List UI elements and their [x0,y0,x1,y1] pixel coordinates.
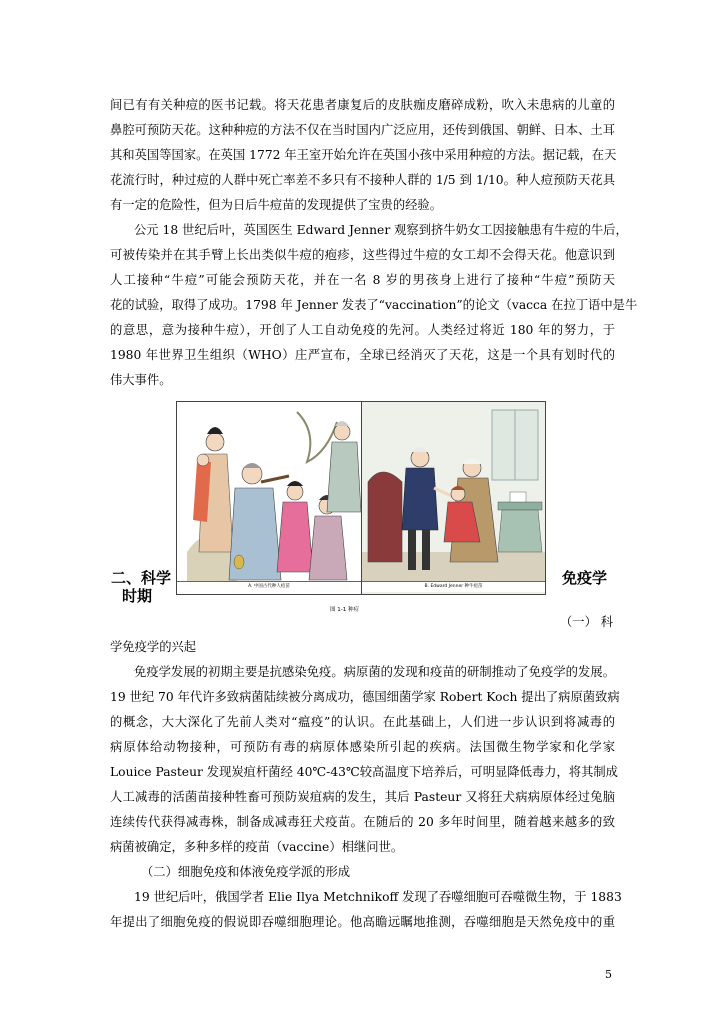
paragraph-2-line: 伟大事件。 [110,373,172,387]
paragraph-3-line: 人工减毒的活菌苗接种牲畜可预防炭疽病的发生，其后 Pasteur 又将狂犬病病原体经过兔脑 [110,790,615,804]
paragraph-3-line: 19 世纪 70 年代许多致病菌陆续被分离成功，德国细菌学家 Robert Koch 提出了病原菌致病 [110,690,620,704]
paragraph-4-line: 19 世纪后叶，俄国学者 Elie Ilya Metchnikoff 发现了吞噬细胞可吞噬微生物，于 1883 [134,890,622,904]
subsection-2-heading: （二）细胞免疫和体液免疫学派的形成 [141,865,351,879]
figure-panel-a-caption: A. 中国古代种人痘苗 [177,581,361,592]
paragraph-3-line: 的概念，大大深化了先前人类对“瘟疫”的认识。在此基础上，人们进一步认识到将减毒的 [110,715,615,729]
paragraph-1-line: 间已有有关种痘的医书记载。将天花患者康复后的皮肤痂皮磨碎成粉，吹入未患病的儿童的 [110,98,615,112]
section-2-heading-part3: 时期 [122,587,153,605]
section-2-heading-part1: 二、科学 [111,569,172,587]
subsection-1-heading-part2: 学免疫学的兴起 [110,640,197,654]
paragraph-2-line: 公元 18 世纪后叶，英国医生 Edward Jenner 观察到挤牛奶女工因接触患有牛痘的牛后， [134,223,628,237]
paragraph-2-line: 1980 年世界卫生组织（WHO）庄严宣布，全球已经消灭了天花，这是一个具有划时代的 [110,348,615,362]
paragraph-1-line: 花流行时，种过痘的人群中死亡率差不多只有不接种人群的 1/5 到 1/10。种人痘预防天花具 [110,173,615,187]
jenner-vaccination-illustration [362,402,545,594]
figure-caption: 图 1-1 种痘 [330,607,359,613]
paragraph-2-line: 的意思，意为接种牛痘），开创了人工自动免疫的先河。人类经过将近 180 年的努力，于 [110,323,615,337]
paragraph-4-line: 年提出了细胞免疫的假说即吞噬细胞理论。他高瞻远瞩地推测，吞噬细胞是天然免疫中的重 [110,915,615,929]
figure-panel-b-caption: B. Edward Jenner 种牛痘苗 [362,581,545,592]
paragraph-3-line: Louice Pasteur 发现炭疽杆菌经 40℃-43℃较高温度下培养后，可明显降低毒力，将其制成 [110,765,618,779]
ancient-variolation-illustration [177,402,361,594]
paragraph-2-line: 可被传染并在其手臂上长出类似牛痘的疱疹，这些得过牛痘的女工却不会得天花。他意识到 [110,248,615,262]
paragraph-2-line: 人工接种“牛痘”可能会预防天花，并在一名 8 岁的男孩身上进行了接种“牛痘”预防天 [110,273,615,287]
section-2-heading-part2: 免疫学 [562,569,608,587]
paragraph-3-line: 病原体给动物接种，可预防有毒的病原体感染所引起的疾病。法国微生物学家和化学家 [110,740,615,754]
paragraph-3-line: 病菌被确定，多种多样的疫苗（vaccine）相继问世。 [110,840,404,854]
figure-panel-b [362,402,545,594]
figure-panel-a [177,402,362,594]
paragraph-1-line: 其和英国等国家。在英国 1772 年王室开始允许在英国小孩中采用种痘的方法。据记载，在天 [110,148,617,162]
paragraph-3-line: 免疫学发展的初期主要是抗感染免疫。病原菌的发现和疫苗的研制推动了免疫学的发展。 [134,665,615,679]
paragraph-1-line: 鼻腔可预防天花。这种种痘的方法不仅在当时国内广泛应用，还传到俄国、朝鲜、日本、土耳 [110,123,615,137]
subsection-1-heading-part1: （一） 科 [560,615,614,629]
page-number: 5 [605,968,612,981]
figure-vaccination-illustration [176,401,546,595]
paragraph-2-line: 花的试验，取得了成功。1798 年 Jenner 发表了“vaccination”的论文（vacca 在拉丁语中是牛 [110,298,638,312]
paragraph-3-line: 连续传代获得减毒株，制备成减毒狂犬疫苗。在随后的 20 多年时间里，随着越来越多的致 [110,815,615,829]
paragraph-1-line: 有一定的危险性，但为日后牛痘苗的发现提供了宝贵的经验。 [110,198,443,212]
